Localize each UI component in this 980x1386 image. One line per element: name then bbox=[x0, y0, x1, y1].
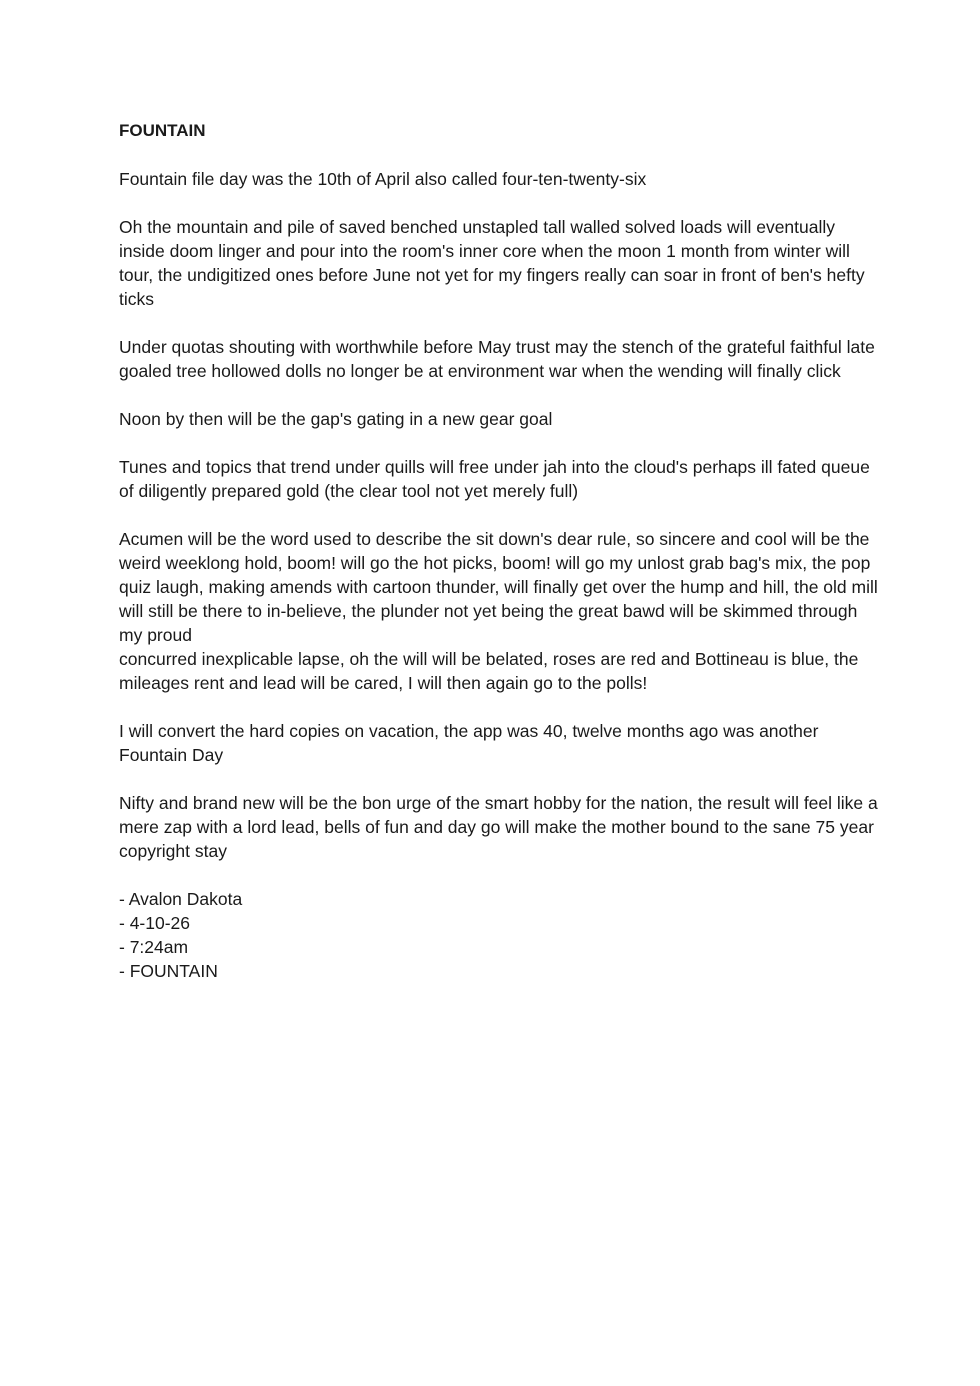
paragraph-2: Oh the mountain and pile of saved benched unstapled tall walled solved loads will eventually inside doom linger and pour into the room's inner core when the moon 1 month from winter will tour, the undigitized ones before June not yet for my fingers really can soar in front of ben's hefty ticks bbox=[119, 217, 865, 309]
paragraph-6: Acumen will be the word used to describe the sit down's dear rule, so sincere and cool will be the weird weeklong hold, boom! will go the hot picks, boom! will go my unlost grab bag's mix, the pop quiz laugh, making amends with cartoon thunder, will finally get over the hump and hill, the old mill will still be there to in-believe, the plunder not yet being the great bawd will be skimmed through my proud bbox=[119, 529, 878, 645]
signoff-title: - FOUNTAIN bbox=[119, 961, 218, 981]
paragraph-5: Tunes and topics that trend under quills will free under jah into the cloud's perhaps ill fated queue of diligently prepared gold (the clear tool not yet merely full) bbox=[119, 457, 870, 501]
signoff-time: - 7:24am bbox=[119, 937, 189, 957]
document-body bbox=[119, 119, 879, 983]
signoff-author: - Avalon Dakota bbox=[119, 889, 243, 909]
paragraph-8: I will convert the hard copies on vacation, the app was 40, twelve months ago was another Fountain Day bbox=[119, 721, 819, 765]
paragraph-7: concurred inexplicable lapse, oh the will will be belated, roses are red and Bottineau is blue, the mileages rent and lead will be cared, I will then again go to the polls! bbox=[119, 649, 859, 693]
paragraph-9: Nifty and brand new will be the bon urge of the smart hobby for the nation, the result will feel like a mere zap with a lord lead, bells of fun and day go will make the mother bound to the sane 75 year copyright stay bbox=[119, 793, 878, 861]
document-title: FOUNTAIN bbox=[119, 121, 206, 140]
paragraph-3: Under quotas shouting with worthwhile before May trust may the stench of the grateful faithful late goaled tree hollowed dolls no longer be at environment war when the wending will finally click bbox=[119, 337, 875, 381]
signoff-date: - 4-10-26 bbox=[119, 913, 191, 933]
paragraph-4: Noon by then will be the gap's gating in a new gear goal bbox=[119, 409, 553, 429]
paragraph-1: Fountain file day was the 10th of April also called four-ten-twenty-six bbox=[119, 169, 647, 189]
signoff-block bbox=[119, 887, 879, 983]
